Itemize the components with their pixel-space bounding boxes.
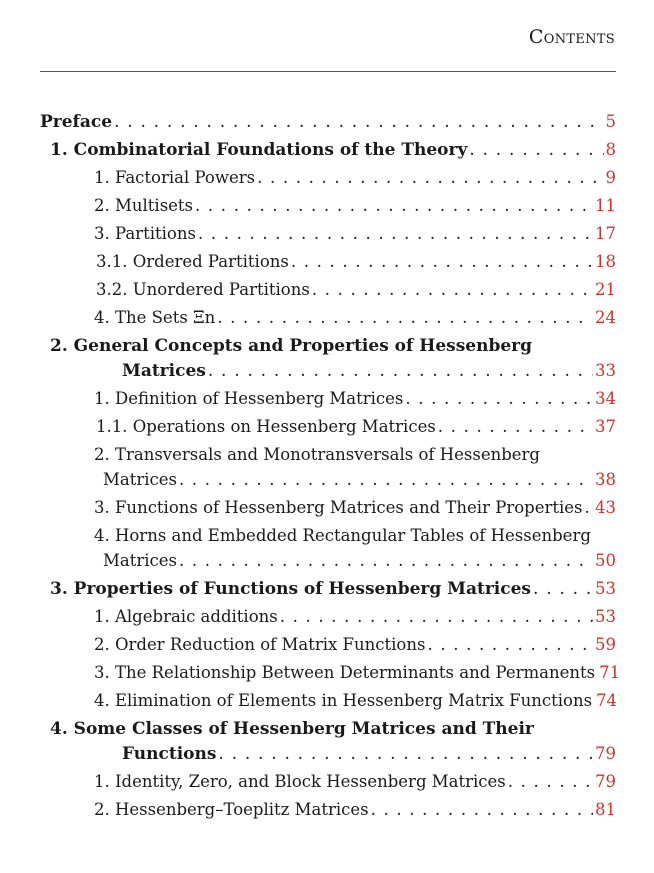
toc-page-link[interactable]: 21 <box>595 280 616 299</box>
leader-dots <box>114 108 602 136</box>
leader-dots <box>179 466 593 494</box>
toc-entry-title: 2. Hessenberg–Toeplitz Matrices <box>94 800 369 819</box>
toc-page-link[interactable]: 71 <box>599 663 621 682</box>
toc-entry[interactable] <box>40 304 616 332</box>
leader-dots <box>217 304 593 332</box>
toc-entry[interactable] <box>40 796 616 824</box>
toc-entry[interactable] <box>40 603 616 631</box>
toc-entry-title: 4. Some Classes of Hessenberg Matrices and Their <box>50 719 534 739</box>
leader-dots <box>280 603 593 631</box>
leader-dots <box>257 164 603 192</box>
leader-dots <box>312 276 593 304</box>
toc-entry-title: 4. Horns and Embedded Rectangular Tables of Hessenberg <box>94 526 591 545</box>
toc-entry-title: Preface <box>40 112 113 132</box>
toc-entry-title: 4. The Sets Ξn <box>94 308 216 327</box>
leader-dots <box>218 740 593 768</box>
toc-entry[interactable] <box>40 385 616 413</box>
toc-entry[interactable] <box>40 768 616 796</box>
header-rule <box>40 71 616 72</box>
toc-entry-title: Matrices <box>103 551 178 570</box>
toc-entry-title: 2. Multisets <box>94 196 194 215</box>
toc-entry[interactable] <box>40 136 616 164</box>
toc-entry-title: 1. Identity, Zero, and Block Hessenberg Matrices <box>94 772 506 791</box>
toc-entry[interactable] <box>40 631 616 659</box>
toc-entry-title: 1.1. Operations on Hessenberg Matrices <box>96 417 436 436</box>
toc-page-link[interactable]: 79 <box>595 772 616 791</box>
toc-entry-title: Matrices <box>122 361 206 381</box>
leader-dots <box>427 631 593 659</box>
toc-entry[interactable] <box>40 575 616 603</box>
toc-page-link[interactable]: 59 <box>595 635 616 654</box>
toc-entry-title: 3.2. Unordered Partitions <box>96 280 310 299</box>
toc-entry-title: 1. Combinatorial Foundations of the Theory <box>50 140 468 160</box>
toc-entry[interactable] <box>40 164 616 192</box>
toc-entry[interactable] <box>40 332 616 385</box>
toc-entry-title: 3. Functions of Hessenberg Matrices and Their Properties <box>94 498 583 517</box>
toc-entry[interactable] <box>40 276 616 304</box>
toc-page-link[interactable]: 50 <box>595 551 616 570</box>
toc-page-link[interactable]: 34 <box>595 389 616 408</box>
toc-entry-title: 1. Factorial Powers <box>94 168 256 187</box>
toc-entry-title: 1. Definition of Hessenberg Matrices <box>94 389 404 408</box>
table-of-contents <box>40 108 621 824</box>
toc-page-link[interactable]: 9 <box>605 168 616 187</box>
toc-entry[interactable] <box>40 441 616 494</box>
toc-page-link[interactable]: 81 <box>595 800 616 819</box>
toc-entry-title: 2. Order Reduction of Matrix Functions <box>94 635 426 654</box>
leader-dots <box>179 547 593 575</box>
toc-page-link[interactable]: 74 <box>596 691 618 710</box>
leader-dots <box>208 357 593 385</box>
toc-entry-title: Functions <box>122 744 217 764</box>
leader-dots <box>195 192 593 220</box>
toc-entry[interactable] <box>40 715 616 768</box>
toc-entry-title: 3.1. Ordered Partitions <box>96 252 289 271</box>
leader-dots <box>438 413 593 441</box>
leader-dots <box>405 385 593 413</box>
toc-page-link[interactable]: 53 <box>595 607 616 626</box>
page-title: Contents <box>528 26 615 48</box>
leader-dots <box>469 136 603 164</box>
toc-entry-title: 2. General Concepts and Properties of Hessenberg <box>50 336 532 356</box>
leader-dots <box>291 248 593 276</box>
toc-entry[interactable] <box>40 522 616 575</box>
toc-page-link[interactable]: 37 <box>595 417 616 436</box>
toc-page-link[interactable]: 18 <box>595 252 616 271</box>
leader-dots <box>585 494 594 522</box>
toc-page-link[interactable]: 33 <box>595 361 616 380</box>
toc-page-link[interactable]: 38 <box>595 470 616 489</box>
leader-dots <box>533 575 593 603</box>
toc-page-link[interactable]: 53 <box>595 579 616 598</box>
toc-page-link[interactable]: 24 <box>595 308 616 327</box>
leader-dots <box>371 796 593 824</box>
toc-entry[interactable] <box>40 248 616 276</box>
toc-entry-title: Matrices <box>103 470 178 489</box>
toc-entry-title: 1. Algebraic additions <box>94 607 278 626</box>
toc-entry[interactable] <box>40 659 621 687</box>
toc-entry[interactable] <box>40 220 616 248</box>
toc-entry-title: 3. Properties of Functions of Hessenberg Matrices <box>50 579 531 599</box>
toc-page-link[interactable]: 11 <box>595 196 616 215</box>
toc-entry[interactable] <box>40 494 616 522</box>
toc-entry[interactable] <box>40 108 616 136</box>
toc-page-link[interactable]: 43 <box>595 498 616 517</box>
toc-entry-title: 3. Partitions <box>94 224 196 243</box>
running-header <box>40 26 615 52</box>
toc-page-link[interactable]: 79 <box>595 744 616 763</box>
toc-entry[interactable] <box>40 413 616 441</box>
toc-page-link[interactable]: 17 <box>595 224 616 243</box>
toc-entry-title: 2. Transversals and Monotransversals of Hessenberg <box>94 445 540 464</box>
toc-entry[interactable] <box>40 687 616 715</box>
toc-page-link[interactable]: 5 <box>605 112 616 131</box>
toc-entry[interactable] <box>40 192 616 220</box>
toc-entry-title: 3. The Relationship Between Determinants and Permanents <box>94 663 596 682</box>
leader-dots <box>508 768 593 796</box>
toc-entry-title: 4. Elimination of Elements in Hessenberg Matrix Functions <box>94 691 593 710</box>
toc-page-link[interactable]: 8 <box>605 140 616 159</box>
leader-dots <box>198 220 593 248</box>
